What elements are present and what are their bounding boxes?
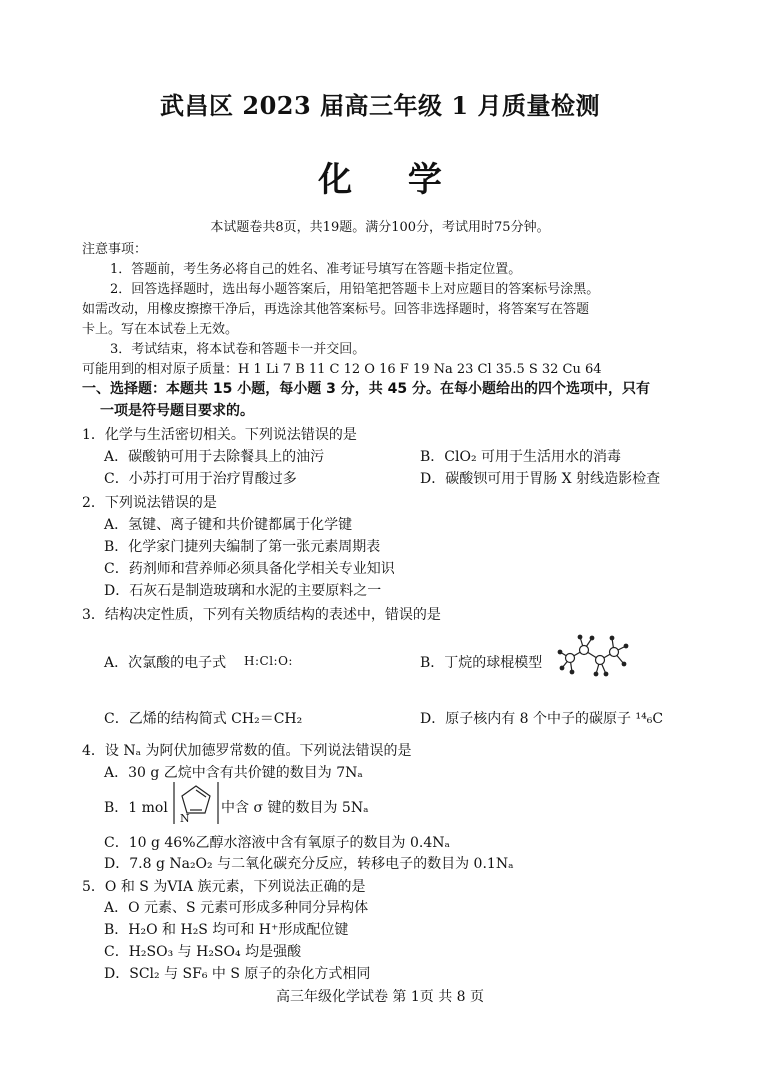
q4-option-d: D．7.8 g Na₂O₂ 与二氧化碳充分反应，转移电子的数目为 0.1Nₐ <box>104 856 514 872</box>
q2-option-c: C．药剂师和营养师必须具备化学相关专业知识 <box>104 561 395 577</box>
notice-item-2-cont2: 卡上。写在本试卷上无效。 <box>82 322 239 337</box>
notice-heading: 注意事项： <box>82 242 148 257</box>
q1-stem: 1．化学与生活密切相关。下列说法错误的是 <box>82 427 357 443</box>
q3-stem: 3．结构决定性质，下列有关物质结构的表述中，错误的是 <box>82 607 441 623</box>
q3-option-c: C．乙烯的结构简式 CH₂＝CH₂ <box>104 711 303 727</box>
q1-option-d: D．碳酸钡可用于胃肠 X 射线造影检查 <box>420 471 661 487</box>
pyrrole-n-label: N <box>180 812 190 825</box>
q3-option-d: D．原子核内有 8 个中子的碳原子 ¹⁴₆C <box>420 711 664 727</box>
exam-info: 本试题卷共8页，共19题。满分100分，考试用时75分钟。 <box>210 220 550 235</box>
q1-option-a: A．碳酸钠可用于去除餐具上的油污 <box>104 449 325 465</box>
section-heading-cont: 一项是符号题目要求的。 <box>100 403 254 419</box>
section-heading: 一、选择题：本题共 15 小题，每小题 3 分，共 45 分。在每小题给出的四个选项中，只有 <box>82 381 650 397</box>
q1-option-b: B．ClO₂ 可用于生活用水的消毒 <box>420 449 622 465</box>
q3-option-b: B．丁烷的球棍模型 <box>420 655 543 671</box>
q5-option-d: D．SCl₂ 与 SF₆ 中 S 原子的杂化方式相同 <box>104 966 371 982</box>
q5-option-c: C．H₂SO₃ 与 H₂SO₄ 均是强酸 <box>104 944 302 960</box>
notice-item-2: 2．回答选择题时，选出每小题答案后，用铅笔把答题卡上对应题目的答案标号涂黑。 <box>110 282 600 297</box>
q4-option-b-prefix: B．1 mol <box>104 800 168 816</box>
q4-stem: 4．设 Nₐ 为阿伏加德罗常数的值。下列说法错误的是 <box>82 743 412 759</box>
butane-ball-stick-model <box>556 632 630 684</box>
q5-stem: 5．O 和 S 为VIA 族元素，下列说法正确的是 <box>82 879 366 895</box>
page-footer: 高三年级化学试卷 第 1页 共 8 页 <box>275 989 485 1005</box>
q5-option-a: A．O 元素、S 元素可形成多种同分异构体 <box>104 900 369 916</box>
exam-title: 武昌区 2023 届高三年级 1 月质量检测 <box>160 91 600 120</box>
q2-stem: 2．下列说法错误的是 <box>82 495 217 511</box>
q4-option-a: A．30 g 乙烷中含有共价键的数目为 7Nₐ <box>104 765 363 781</box>
notice-item-2-cont: 如需改动，用橡皮擦擦干净后，再选涂其他答案标号。回答非选择题时，将答案写在答题 <box>82 302 590 317</box>
q2-option-d: D．石灰石是制造玻璃和水泥的主要原料之一 <box>104 583 382 599</box>
notice-item-3: 3．考试结束，将本试卷和答题卡一并交回。 <box>110 342 366 357</box>
q2-option-b: B．化学家门捷列夫编制了第一张元素周期表 <box>104 539 381 555</box>
q3-option-a: A．次氯酸的电子式 <box>104 655 227 671</box>
hclo-electron-formula: H:Cl:O: <box>244 654 293 668</box>
q4-option-c: C．10 g 46%乙醇水溶液中含有氧原子的数目为 0.4Nₐ <box>104 835 450 851</box>
notice-item-1: 1．答题前，考生务必将自己的姓名、准考证号填写在答题卡指定位置。 <box>110 262 522 277</box>
q5-option-b: B．H₂O 和 H₂S 均可和 H⁺形成配位键 <box>104 922 349 938</box>
q4-option-b-suffix: 中含 σ 键的数目为 5Nₐ <box>221 800 369 816</box>
subject-title: 化 学 <box>318 160 464 200</box>
q1-option-c: C．小苏打可用于治疗胃酸过多 <box>104 471 297 487</box>
atomic-masses: 可能用到的相对原子质量：H 1 Li 7 B 11 C 12 O 16 F 19 Na 23 Cl 35.5 S 32 Cu 64 <box>82 362 602 377</box>
q2-option-a: A．氢键、离子键和共价键都属于化学键 <box>104 517 353 533</box>
